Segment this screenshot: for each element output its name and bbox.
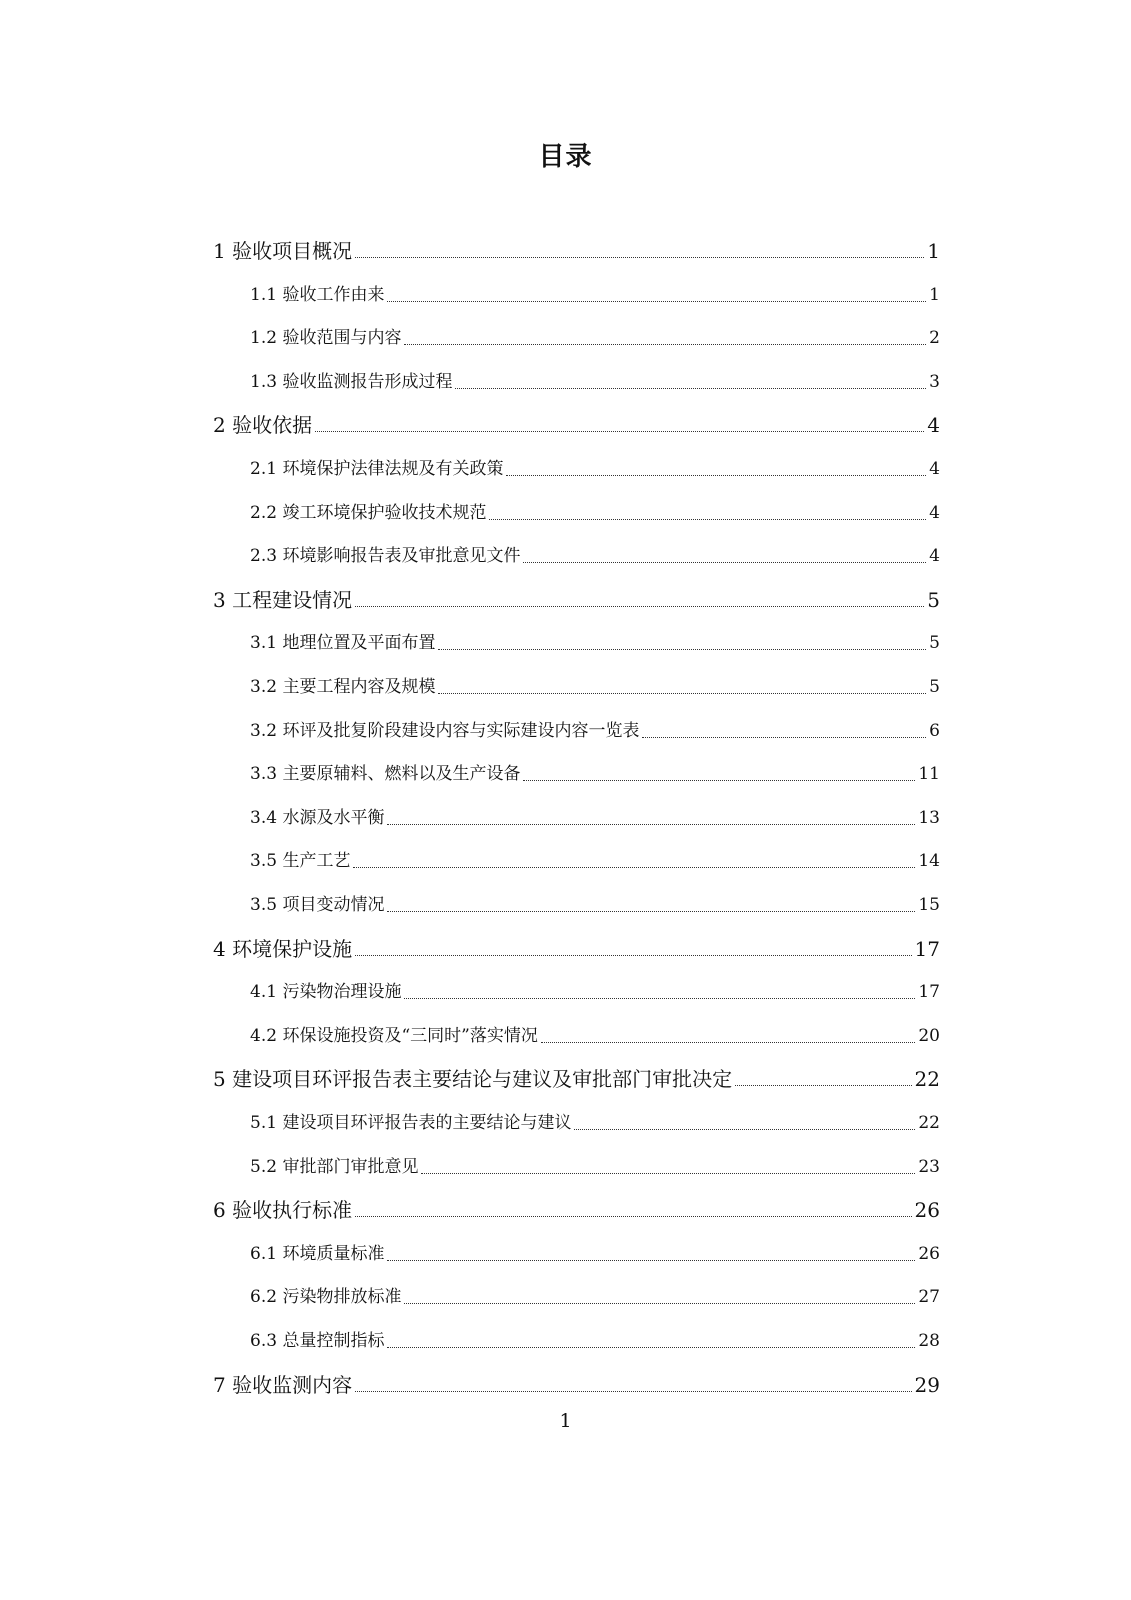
toc-entry-page: 17 — [918, 982, 940, 1003]
toc-dot-leader — [353, 866, 915, 868]
toc-dot-leader — [355, 1390, 911, 1392]
toc-entry-page: 23 — [918, 1156, 940, 1177]
toc-dot-leader — [523, 779, 915, 781]
toc-entry-label: 5 建设项目环评报告表主要结论与建议及审批部门审批决定 — [213, 1067, 733, 1092]
toc-section-entry[interactable] — [250, 541, 940, 571]
toc-entry-page: 14 — [918, 851, 940, 872]
toc-dot-leader — [506, 474, 926, 476]
toc-entry-page: 22 — [918, 1113, 940, 1133]
toc-entry-page: 1 — [929, 284, 940, 305]
toc-entry-page: 11 — [918, 764, 940, 785]
toc-section-entry[interactable] — [250, 759, 940, 789]
toc-entry-label: 1.3 验收监测报告形成过程 — [250, 371, 453, 392]
toc-dot-leader — [404, 343, 926, 345]
toc-entry-label: 1.1 验收工作由来 — [250, 284, 385, 305]
toc-section-entry[interactable] — [250, 628, 940, 658]
toc-dot-leader — [387, 823, 915, 825]
toc-dot-leader — [404, 1302, 915, 1304]
toc-section-entry[interactable] — [250, 672, 940, 702]
toc-entry-page: 4 — [929, 502, 940, 523]
toc-dot-leader — [355, 954, 911, 956]
toc-entry-page: 5 — [927, 587, 940, 612]
toc-entry-page: 4 — [927, 413, 940, 438]
toc-dot-leader — [489, 518, 926, 520]
toc-dot-leader — [387, 910, 915, 912]
toc-dot-leader — [315, 430, 924, 432]
toc-section-entry[interactable] — [250, 1108, 940, 1138]
toc-entry-label: 5.2 审批部门审批意见 — [250, 1156, 419, 1177]
toc-dot-leader — [355, 1215, 911, 1217]
toc-dot-leader — [523, 561, 926, 563]
toc-dot-leader — [455, 387, 926, 389]
toc-entry-page: 3 — [929, 371, 940, 392]
toc-entry-page: 5 — [929, 633, 940, 654]
toc-entry-page: 4 — [929, 459, 940, 479]
toc-entry-label: 2 验收依据 — [213, 413, 313, 438]
toc-entry-label: 1.2 验收范围与内容 — [250, 328, 402, 349]
toc-dot-leader — [421, 1172, 915, 1174]
toc-entry-page: 26 — [918, 1243, 940, 1264]
toc-entry-page: 29 — [914, 1372, 940, 1397]
toc-chapter-entry[interactable] — [213, 1064, 940, 1094]
toc-chapter-entry[interactable] — [213, 585, 940, 615]
page-number: 1 — [559, 1410, 572, 1432]
toc-dot-leader — [438, 692, 926, 694]
toc-entry-label: 4 环境保护设施 — [213, 936, 353, 961]
toc-entry-label: 3.3 主要原辅料、燃料以及生产设备 — [250, 764, 521, 785]
toc-entry-label: 3.2 环评及批复阶段建设内容与实际建设内容一览表 — [250, 720, 640, 741]
toc-entry-label: 6 验收执行标准 — [213, 1198, 353, 1223]
toc-entry-page: 27 — [918, 1287, 940, 1308]
toc-section-entry[interactable] — [250, 1282, 940, 1312]
toc-entry-label: 3.5 项目变动情况 — [250, 895, 385, 915]
toc-entry-label: 6.2 污染物排放标准 — [250, 1287, 402, 1308]
toc-entry-label: 2.2 竣工环境保护验收技术规范 — [250, 502, 487, 523]
toc-chapter-entry[interactable] — [213, 1195, 940, 1225]
toc-entry-page: 13 — [918, 807, 940, 828]
toc-entry-page: 15 — [918, 895, 940, 915]
toc-entry-label: 3 工程建设情况 — [213, 587, 353, 612]
toc-entry-label: 2.1 环境保护法律法规及有关政策 — [250, 459, 504, 479]
toc-dot-leader — [541, 1041, 916, 1043]
toc-entry-page: 26 — [914, 1198, 940, 1223]
toc-section-entry[interactable] — [250, 846, 940, 876]
toc-section-entry[interactable] — [250, 498, 940, 528]
toc-dot-leader — [642, 736, 926, 738]
toc-dot-leader — [387, 300, 926, 302]
toc-entry-label: 5.1 建设项目环评报告表的主要结论与建议 — [250, 1113, 572, 1133]
toc-section-entry[interactable] — [250, 890, 940, 920]
toc-entry-label: 3.1 地理位置及平面布置 — [250, 633, 436, 654]
toc-section-entry[interactable] — [250, 1239, 940, 1269]
toc-entry-page: 17 — [914, 936, 940, 961]
toc-section-entry[interactable] — [250, 280, 940, 310]
toc-entry-label: 6.1 环境质量标准 — [250, 1243, 385, 1264]
toc-entry-label: 6.3 总量控制指标 — [250, 1331, 385, 1351]
toc-entry-page: 20 — [918, 1025, 940, 1046]
toc-chapter-entry[interactable] — [213, 410, 940, 440]
toc-entry-label: 3.2 主要工程内容及规模 — [250, 677, 436, 697]
toc-entry-page: 28 — [918, 1331, 940, 1351]
toc-dot-leader — [574, 1128, 915, 1130]
page-title: 目录 — [538, 142, 593, 172]
toc-entry-page: 6 — [929, 720, 940, 741]
toc-entry-label: 7 验收监测内容 — [213, 1372, 353, 1397]
toc-section-entry[interactable] — [250, 716, 940, 746]
toc-section-entry[interactable] — [250, 803, 940, 833]
toc-dot-leader — [355, 256, 924, 258]
toc-entry-page: 2 — [929, 328, 940, 349]
toc-dot-leader — [404, 997, 915, 999]
toc-section-entry[interactable] — [250, 1021, 940, 1051]
toc-entry-page: 5 — [929, 677, 940, 697]
toc-entry-page: 1 — [927, 239, 940, 263]
toc-entry-label: 3.4 水源及水平衡 — [250, 807, 385, 828]
toc-entry-label: 3.5 生产工艺 — [250, 851, 351, 872]
toc-section-entry[interactable] — [250, 454, 940, 484]
toc-dot-leader — [387, 1346, 915, 1348]
toc-section-entry[interactable] — [250, 1152, 940, 1182]
toc-entry-label: 4.1 污染物治理设施 — [250, 982, 402, 1003]
toc-chapter-entry[interactable] — [213, 1370, 940, 1400]
toc-section-entry[interactable] — [250, 323, 940, 353]
toc-entry-label: 2.3 环境影响报告表及审批意见文件 — [250, 546, 521, 567]
toc-entry-page: 4 — [929, 546, 940, 567]
toc-entry-label: 1 验收项目概况 — [213, 239, 353, 263]
toc-section-entry[interactable] — [250, 977, 940, 1007]
toc-entry-page: 22 — [914, 1067, 940, 1092]
toc-dot-leader — [735, 1084, 911, 1086]
toc-section-entry[interactable] — [250, 367, 940, 397]
toc-dot-leader — [355, 605, 924, 607]
toc-section-entry[interactable] — [250, 1326, 940, 1356]
toc-chapter-entry[interactable] — [213, 934, 940, 964]
toc-dot-leader — [438, 648, 926, 650]
toc-entry-label: 4.2 环保设施投资及“三同时”落实情况 — [250, 1025, 538, 1046]
toc-chapter-entry[interactable] — [213, 236, 940, 266]
toc-dot-leader — [387, 1259, 915, 1261]
